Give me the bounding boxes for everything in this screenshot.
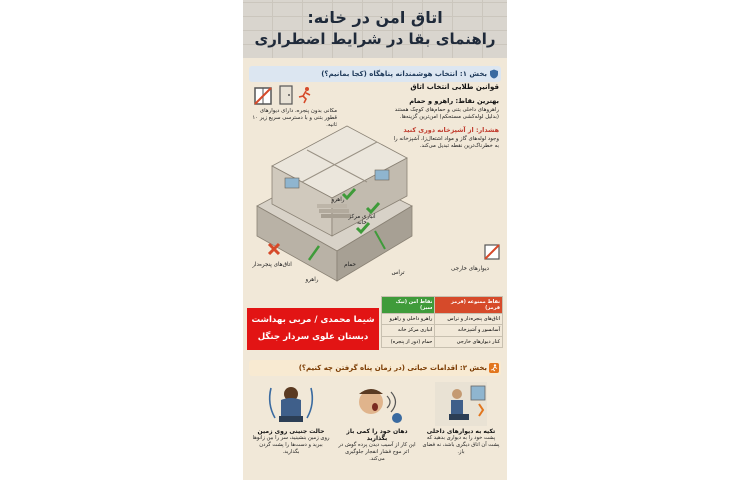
label-exterior-walls: دیوارهای خارجی: [451, 266, 489, 272]
label-terrace: تراس: [391, 270, 405, 276]
window-note: مکانی بدون پنجره، دارای دیوارهای قطور بتنی و با دسترسی سریع زیر ۱۰ ثانیه.: [252, 108, 337, 128]
credit-line1: شیما محمدی / مربی بهداشت: [251, 315, 375, 325]
table-cell-safe: راهرو داخلی و راهرو: [382, 314, 435, 325]
credit-box: [247, 308, 379, 350]
table-cell-unsafe: اتاق‌های پنجره‌دار و تراس: [435, 314, 503, 325]
action-text: روی زمین بنشینید، سر را بین زانوها ببرید و دست‌ها را پشت گردن بگذارید.: [252, 435, 330, 455]
credit-line2: دبستان علوی سردار جنگل: [257, 332, 369, 342]
action-title: دهان خود را کمی باز بگذارید: [346, 428, 408, 442]
section2-header: [249, 360, 501, 376]
table-row: [382, 314, 503, 325]
table-row: [382, 325, 503, 336]
label-hallway: راهرو: [331, 197, 345, 203]
warning-text: وجود لوله‌های گاز و مواد اشتعال‌زا، آشپزخانه را به خطرناک‌ترین نقطه تبدیل می‌کند.: [393, 136, 499, 149]
action-card-lean-wall: [421, 380, 501, 475]
table-header-safe: نقاط امن (تیک سبز): [382, 297, 435, 314]
rules-title: قوانین طلایی انتخاب اتاق: [410, 83, 499, 91]
action-text: این کار از آسیب دیدن پرده گوش در اثر موج فشار انفجار جلوگیری می‌کند.: [338, 442, 416, 462]
table-cell-unsafe: آسانسور و آشپزخانه: [435, 325, 503, 336]
person-leaning-wall-icon: [435, 382, 487, 426]
running-person-icon: [297, 86, 313, 104]
table-row: [382, 336, 503, 347]
label-windowed-rooms: اتاق‌های پنجره‌دار: [252, 262, 292, 268]
action-title: حالت جنینی روی زمین: [257, 428, 325, 435]
action-text: پشت خود را به دیواری بدهید که پشت آن اتاق دیگری باشد، نه فضای باز.: [422, 435, 500, 455]
action-title: تکیه به دیوارهای داخلی: [426, 428, 496, 435]
stairs-graphic: [317, 204, 351, 218]
warning-title: هشدار: از آشپزخانه دوری کنید: [403, 126, 499, 134]
door-icon: [277, 84, 295, 106]
action-card-open-mouth: [337, 380, 417, 475]
window-crossed-icon: [253, 86, 273, 106]
section1-header: [249, 66, 501, 82]
window-crossed-icon: [483, 243, 501, 261]
section2-title: بخش ۲: اقدامات حیاتی (در زمان پناه گرفتن چه کنیم؟): [298, 364, 487, 372]
section1-title: بخش ۱: انتخاب هوشمندانه پناهگاه (کجا بمانیم؟): [321, 70, 487, 78]
running-person-icon: [489, 363, 499, 373]
infographic-poster: [243, 0, 507, 480]
person-open-mouth-icon: [351, 382, 403, 426]
page-title-line2: راهنمای بقا در شرایط اضطراری: [254, 30, 496, 48]
best-spots-text: راهروهای داخلی بتنی و حمام‌های کوچک هستند (بدلیل لوله‌کشی مستحکم) امن‌ترین گزینه‌ها.: [394, 107, 499, 120]
action-card-crouch: [251, 380, 331, 475]
safety-comparison-table: [381, 296, 503, 348]
label-hallway-bottom: راهرو: [305, 277, 319, 283]
label-storage: انباری مرکز خانه: [348, 214, 376, 226]
table-header-unsafe: نقاط ممنوعه (قرمز قرمز): [435, 297, 503, 314]
table-cell-unsafe: کنار دیوارهای خارجی: [435, 336, 503, 347]
page-title-line1: اتاق امن در خانه:: [307, 8, 443, 27]
shield-icon: [489, 69, 499, 79]
table-cell-safe: حمام (دور از پنجره): [382, 336, 435, 347]
table-cell-safe: انباری مرکز خانه: [382, 325, 435, 336]
best-spots-title: بهترین نقاط: راهرو و حمام: [409, 97, 499, 105]
label-bathroom: حمام: [344, 262, 356, 268]
person-crouching-icon: [265, 382, 317, 426]
